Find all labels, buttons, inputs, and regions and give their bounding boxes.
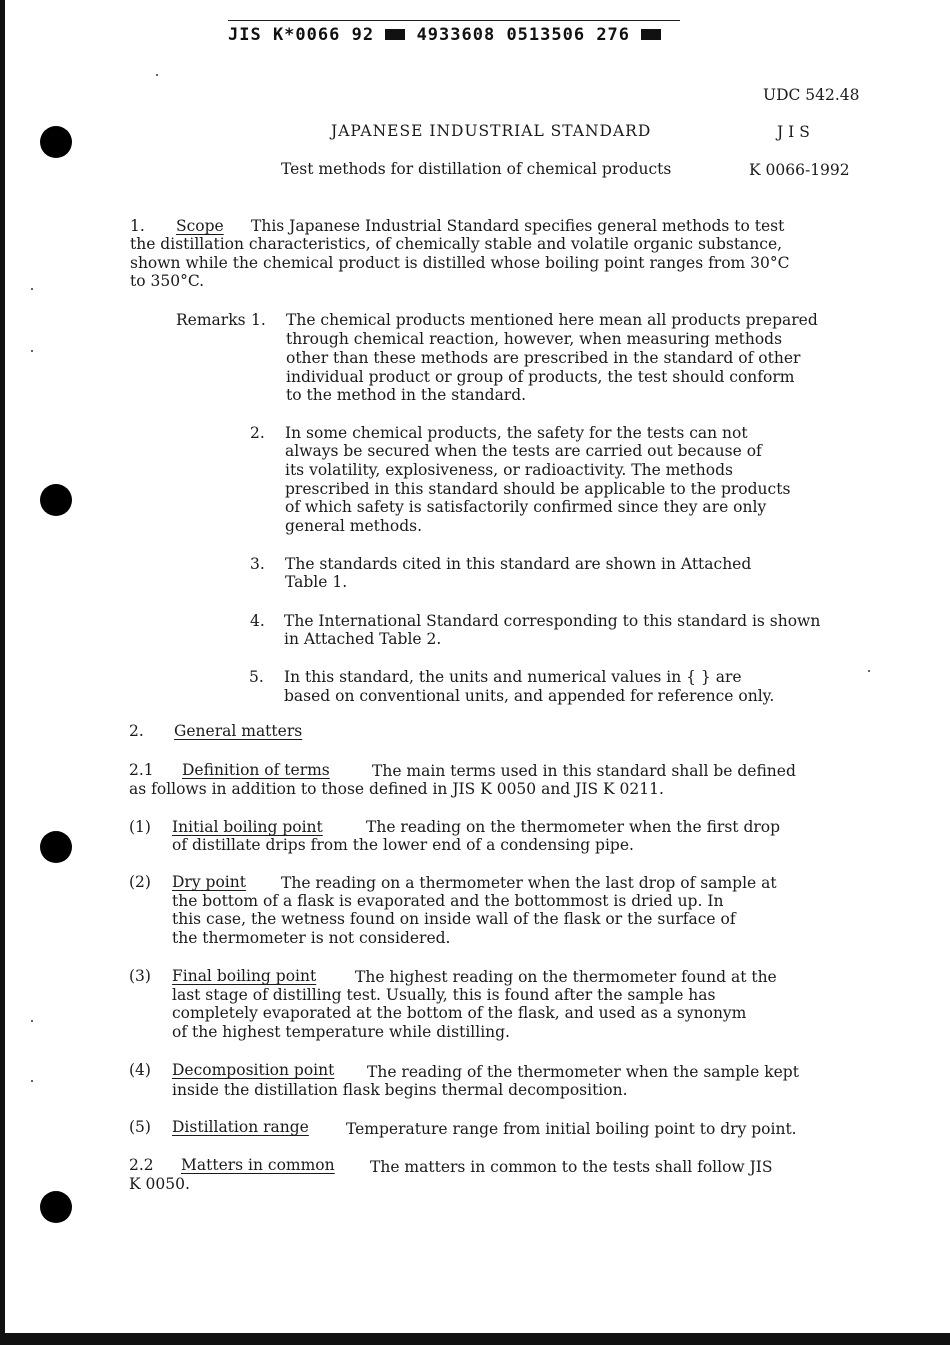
remark-number: 4. <box>250 612 265 630</box>
barcode-block <box>385 29 405 40</box>
term-name: Dry point <box>172 873 246 891</box>
punch-hole <box>40 126 72 158</box>
term-number: (3) <box>129 967 151 985</box>
scan-speck <box>31 1080 33 1082</box>
scope-line: shown while the chemical product is distilled whose boiling point ranges from 30°C <box>130 254 790 272</box>
barcode-text: JIS K*0066 92 <box>228 25 375 45</box>
remark-line: Table 1. <box>285 573 348 591</box>
remark-line: The International Standard corresponding to this standard is shown <box>284 612 821 630</box>
remark-line: The chemical products mentioned here mean all products prepared <box>286 311 818 329</box>
remark-line: individual product or group of products, the test should conform <box>286 368 795 386</box>
remark-line: through chemical reaction, however, when measuring methods <box>286 330 783 348</box>
scope-line: the distillation characteristics, of chemically stable and volatile organic substance, <box>130 235 783 253</box>
barcode-rule <box>228 20 680 21</box>
term-definition-line: the bottom of a flask is evaporated and the bottommost is dried up. In <box>172 892 724 910</box>
scan-speck <box>156 74 158 76</box>
remark-number: 5. <box>249 668 264 686</box>
term-definition-line: of the highest temperature while distilling. <box>172 1023 510 1041</box>
term-definition-line: The reading of the thermometer when the sample kept <box>367 1063 799 1081</box>
term-definition-line: of distillate drips from the lower end of a condensing pipe. <box>172 836 634 854</box>
scan-edge-left <box>0 0 5 1345</box>
term-name: Decomposition point <box>172 1061 335 1079</box>
punch-hole <box>40 484 72 516</box>
remark-line: in Attached Table 2. <box>284 630 442 648</box>
scan-speck <box>31 1020 33 1022</box>
remark-line: In this standard, the units and numerical values in { } are <box>284 668 742 686</box>
scope-line: to 350°C. <box>130 272 205 290</box>
term-definition-line: Temperature range from initial boiling point to dry point. <box>346 1120 797 1138</box>
term-number: (4) <box>129 1061 151 1079</box>
term-definition-line: inside the distillation flask begins thermal decomposition. <box>172 1081 628 1099</box>
remark-line: to the method in the standard. <box>286 386 527 404</box>
remark-line: other than these methods are prescribed in the standard of other <box>286 349 801 367</box>
document-barcode <box>228 26 661 45</box>
remark-line: prescribed in this standard should be applicable to the products <box>285 480 791 498</box>
term-name: Initial boiling point <box>172 818 323 836</box>
remark-line: always be secured when the tests are carried out because of <box>285 442 762 460</box>
standard-org: JAPANESE INDUSTRIAL STANDARD <box>331 122 652 140</box>
section-number: 2. <box>129 722 144 740</box>
barcode-block <box>641 29 661 40</box>
scan-speck <box>31 288 33 290</box>
subsection-heading: Matters in common <box>181 1156 335 1174</box>
jis-mark: J I S <box>777 123 810 141</box>
definitions-line: as follows in addition to those defined in JIS K 0050 and JIS K 0211. <box>129 780 664 798</box>
term-definition-line: The reading on the thermometer when the first drop <box>366 818 781 836</box>
remark-number: 2. <box>250 424 265 442</box>
punch-hole <box>40 1191 72 1223</box>
common-line: K 0050. <box>129 1175 190 1193</box>
scan-speck <box>31 350 33 352</box>
remarks-label: Remarks <box>176 311 246 329</box>
remark-line: its volatility, explosiveness, or radioactivity. The methods <box>285 461 733 479</box>
definitions-line: The main terms used in this standard shall be defined <box>372 762 796 780</box>
punch-hole <box>40 831 72 863</box>
term-name: Final boiling point <box>172 967 317 985</box>
remark-line: general methods. <box>285 517 423 535</box>
term-name: Distillation range <box>172 1118 309 1136</box>
term-definition-line: The reading on a thermometer when the last drop of sample at <box>281 874 777 892</box>
term-number: (1) <box>129 818 151 836</box>
common-line: The matters in common to the tests shall follow JIS <box>370 1158 773 1176</box>
standard-code: K 0066-1992 <box>749 161 850 179</box>
scope-heading: Scope <box>176 217 224 235</box>
term-definition-line: last stage of distilling test. Usually, this is found after the sample has <box>172 986 716 1004</box>
term-definition-line: completely evaporated at the bottom of the flask, and used as a synonym <box>172 1004 747 1022</box>
scan-speck <box>868 670 870 672</box>
term-number: (5) <box>129 1118 151 1136</box>
remark-line: The standards cited in this standard are shown in Attached <box>285 555 752 573</box>
term-definition-line: this case, the wetness found on inside wall of the flask or the surface of <box>172 910 736 928</box>
section-heading: General matters <box>174 722 303 740</box>
scan-edge-bottom <box>0 1333 950 1345</box>
remark-number: 1. <box>251 311 266 329</box>
term-definition-line: the thermometer is not considered. <box>172 929 451 947</box>
term-number: (2) <box>129 873 151 891</box>
document-title: Test methods for distillation of chemical products <box>281 160 672 178</box>
subsection-number: 2.2 <box>129 1156 154 1174</box>
scope-line: This Japanese Industrial Standard specifies general methods to test <box>251 217 785 235</box>
term-definition-line: The highest reading on the thermometer found at the <box>355 968 777 986</box>
remark-number: 3. <box>250 555 265 573</box>
barcode-tail: 4933608 0513506 276 <box>416 25 631 45</box>
subsection-number: 2.1 <box>129 761 154 779</box>
scope-number: 1. <box>130 217 145 235</box>
subsection-heading: Definition of terms <box>182 761 330 779</box>
remark-line: based on conventional units, and appended for reference only. <box>284 687 775 705</box>
remark-line: of which safety is satisfactorily confirmed since they are only <box>285 498 767 516</box>
udc-code: UDC 542.48 <box>763 86 860 104</box>
remark-line: In some chemical products, the safety for the tests can not <box>285 424 748 442</box>
